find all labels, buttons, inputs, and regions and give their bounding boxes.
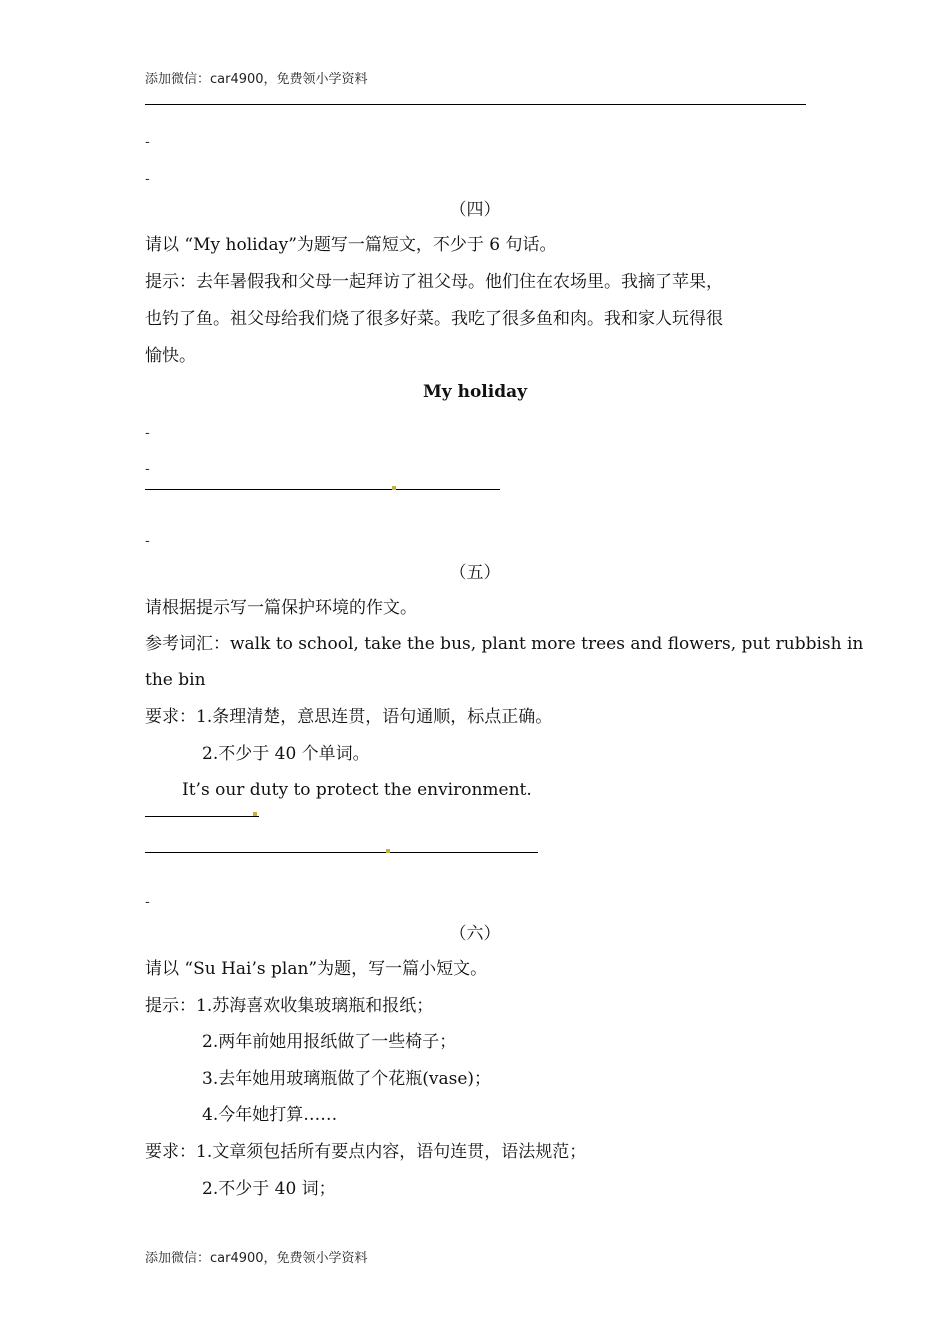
section6-hint: 提示：1.苏海喜欢收集玻璃瓶和报纸； xyxy=(145,996,434,1016)
section5-prompt: 请根据提示写一篇保护环境的作文。 xyxy=(145,598,417,618)
blank-line-marker: - xyxy=(145,461,150,477)
section5-vocab-line: the bin xyxy=(145,670,206,690)
blank-line-marker: - xyxy=(145,171,150,187)
anchor-marker xyxy=(386,849,390,853)
writing-line xyxy=(145,816,259,817)
section5-requirement: 2.不少于 40 个单词。 xyxy=(202,744,370,764)
header-rule xyxy=(145,104,806,105)
section6-hint: 4.今年她打算…… xyxy=(202,1105,338,1125)
section6-prompt: 请以 “Su Hai’s plan”为题，写一篇小短文。 xyxy=(145,959,488,979)
section5-vocab-line: 参考词汇：walk to school, take the bus, plant more trees and flowers, put rubbish in xyxy=(145,634,864,654)
section6-hint: 3.去年她用玻璃瓶做了个花瓶(vase)； xyxy=(202,1069,492,1089)
section5-requirement: 要求：1.条理清楚，意思连贯，语句通顺，标点正确。 xyxy=(145,707,553,727)
blank-line-marker: - xyxy=(145,894,150,910)
section-heading-4: （四） xyxy=(449,200,501,220)
section6-hint: 2.两年前她用报纸做了一些椅子； xyxy=(202,1032,457,1052)
page-header: 添加微信：car4900，免费领小学资料 xyxy=(145,72,368,87)
page-footer: 添加微信：car4900，免费领小学资料 xyxy=(145,1251,368,1266)
section-heading-6: （六） xyxy=(449,924,501,944)
section4-hint-line: 提示：去年暑假我和父母一起拜访了祖父母。他们住在农场里。我摘了苹果， xyxy=(145,272,723,292)
blank-line-marker: - xyxy=(145,533,150,549)
blank-line-marker: - xyxy=(145,134,150,150)
section4-prompt: 请以 “My holiday”为题写一篇短文，不少于 6 句话。 xyxy=(145,235,557,255)
section6-requirement: 要求：1.文章须包括所有要点内容，语句连贯，语法规范； xyxy=(145,1142,587,1162)
essay-title: My holiday xyxy=(422,382,527,402)
section4-hint-line: 愉快。 xyxy=(145,346,196,366)
writing-line xyxy=(145,852,538,853)
section6-requirement: 2.不少于 40 词； xyxy=(202,1179,336,1199)
section-heading-5: （五） xyxy=(449,563,501,583)
writing-line xyxy=(145,489,500,490)
anchor-marker xyxy=(392,486,396,490)
section5-opening-sentence: It’s our duty to protect the environment. xyxy=(182,780,532,800)
section4-hint-line: 也钓了鱼。祖父母给我们烧了很多好菜。我吃了很多鱼和肉。我和家人玩得很 xyxy=(145,309,723,329)
blank-line-marker: - xyxy=(145,425,150,441)
anchor-marker xyxy=(253,812,257,816)
